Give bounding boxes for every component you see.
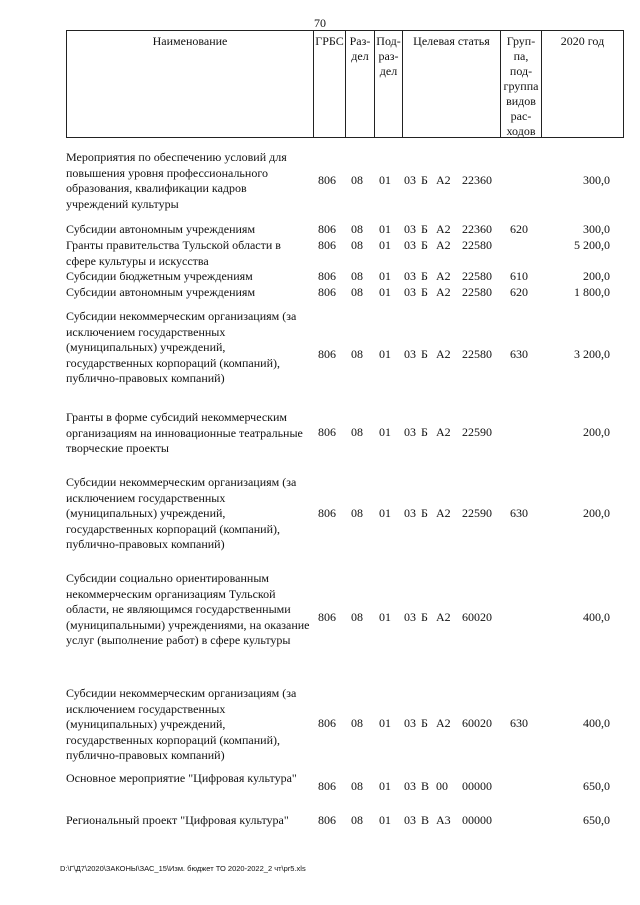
header-razdel-line: дел — [351, 49, 369, 63]
header-group — [500, 31, 541, 137]
row-t2: Б — [421, 716, 428, 730]
row-t3: А2 — [436, 173, 451, 187]
row-name: Гранты правительства Тульской области в сфере культуры и искусства — [66, 238, 281, 268]
row-t4: 22360 — [462, 173, 492, 187]
row-grbs: 806 — [318, 347, 336, 361]
row-podr: 01 — [379, 285, 391, 299]
row-podr: 01 — [379, 222, 391, 236]
header-group-line: па, — [513, 49, 529, 63]
header-name: Наименование — [152, 34, 228, 48]
row-sum: 400,0 — [583, 610, 610, 624]
row-grbs: 806 — [318, 716, 336, 730]
row-razd: 08 — [351, 269, 363, 283]
row-grbs: 806 — [318, 285, 336, 299]
row-name: Субсидии автономным учреждениям — [66, 285, 256, 299]
row-t1: 03 — [404, 506, 416, 520]
row-grbs: 806 — [318, 238, 336, 252]
row-sum: 300,0 — [583, 222, 610, 236]
row-razd: 08 — [351, 716, 363, 730]
row-razd: 08 — [351, 222, 363, 236]
row-t4: 22590 — [462, 506, 492, 520]
header-podrazdel — [374, 31, 402, 137]
header-podrazdel-line: дел — [379, 64, 398, 78]
row-t1: 03 — [404, 222, 416, 236]
row-t4: 22360 — [462, 222, 492, 236]
row-podr: 01 — [379, 425, 391, 439]
row-t3: А3 — [436, 813, 451, 827]
row-podr: 01 — [379, 716, 391, 730]
row-podr: 01 — [379, 238, 391, 252]
row-t2: Б — [421, 347, 428, 361]
row-grp: 620 — [510, 285, 528, 299]
row-podr: 01 — [379, 173, 391, 187]
row-t4: 00000 — [462, 813, 492, 827]
header-podrazdel-line: раз- — [378, 49, 399, 63]
row-sum: 3 200,0 — [574, 347, 610, 361]
row-t2: Б — [421, 425, 428, 439]
row-t3: А2 — [436, 610, 451, 624]
row-name: Субсидии некоммерческим организациям (за исключением государственных (муниципальных) учреждений, государственных корпораций (компаний), публично-правовых компаний) — [66, 309, 297, 385]
header-grbs: ГРБС — [313, 31, 345, 137]
row-grp: 610 — [510, 269, 528, 283]
row-sum: 650,0 — [583, 813, 610, 827]
row-razd: 08 — [351, 610, 363, 624]
row-t3: А2 — [436, 238, 451, 252]
row-podr: 01 — [379, 813, 391, 827]
row-grbs: 806 — [318, 425, 336, 439]
row-t1: 03 — [404, 716, 416, 730]
row-t1: 03 — [404, 610, 416, 624]
row-t3: А2 — [436, 506, 451, 520]
row-t4: 60020 — [462, 716, 492, 730]
row-t1: 03 — [404, 269, 416, 283]
row-podr: 01 — [379, 347, 391, 361]
row-name: Основное мероприятие "Цифровая культура" — [66, 771, 297, 785]
row-t4: 22580 — [462, 347, 492, 361]
row-t3: А2 — [436, 285, 451, 299]
table-header — [66, 30, 624, 138]
row-t1: 03 — [404, 779, 416, 793]
row-t2: В — [421, 779, 430, 793]
row-grbs: 806 — [318, 610, 336, 624]
row-grp: 630 — [510, 506, 528, 520]
file-path-footer: D:\Г\Д7\2020\ЗАКОНЫ\ЗАС_15\Изм. бюджет ТО 2020-2022_2 чт\pr5.xls — [60, 864, 306, 873]
row-grbs: 806 — [318, 779, 336, 793]
row-grbs: 806 — [318, 222, 336, 236]
row-grbs: 806 — [318, 269, 336, 283]
row-t2: Б — [421, 173, 428, 187]
page-number: 70 — [314, 16, 326, 30]
row-razd: 08 — [351, 285, 363, 299]
row-t4: 22590 — [462, 425, 492, 439]
row-t1: 03 — [404, 813, 416, 827]
header-podrazdel-line: Под- — [376, 34, 401, 48]
row-name: Гранты в форме субсидий некоммерческим организациям на инновационные театральные творческие проекты — [66, 410, 303, 455]
row-name: Субсидии социально ориентированным некоммерческим организациям Тульской области, не являющимся государственными (муниципальными) учреждениями, на оказание услуг (выполнение работ) в сфере культуры — [66, 571, 310, 647]
row-podr: 01 — [379, 610, 391, 624]
row-name: Субсидии бюджетным учреждениям — [66, 269, 253, 283]
row-t2: Б — [421, 610, 428, 624]
row-t2: В — [421, 813, 430, 827]
row-razd: 08 — [351, 779, 363, 793]
row-t3: А2 — [436, 425, 451, 439]
row-grp: 630 — [510, 716, 528, 730]
row-t3: А2 — [436, 222, 451, 236]
row-sum: 650,0 — [583, 779, 610, 793]
row-podr: 01 — [379, 269, 391, 283]
header-razdel-line: Раз- — [349, 34, 371, 48]
row-sum: 1 800,0 — [574, 285, 610, 299]
row-t4: 60020 — [462, 610, 492, 624]
row-name: Субсидии автономным учреждениям — [66, 222, 256, 236]
row-name: Субсидии некоммерческим организациям (за исключением государственных (муниципальных) учреждений, государственных корпораций (компаний), публично-правовых компаний) — [66, 475, 297, 551]
row-sum: 400,0 — [583, 716, 610, 730]
row-t3: А2 — [436, 716, 451, 730]
row-sum: 5 200,0 — [574, 238, 610, 252]
row-t3: А2 — [436, 347, 451, 361]
header-group-line: Груп- — [506, 34, 536, 48]
header-group-line: под- — [509, 64, 533, 78]
row-sum: 300,0 — [583, 173, 610, 187]
row-sum: 200,0 — [583, 506, 610, 520]
row-razd: 08 — [351, 813, 363, 827]
row-t2: Б — [421, 285, 428, 299]
row-podr: 01 — [379, 506, 391, 520]
row-grbs: 806 — [318, 813, 336, 827]
header-year: 2020 год — [541, 31, 623, 137]
header-group-line: рас- — [510, 109, 532, 123]
row-name: Субсидии некоммерческим организациям (за исключением государственных (муниципальных) учреждений, государственных корпораций (компаний), публично-правовых компаний) — [66, 686, 297, 762]
row-t1: 03 — [404, 238, 416, 252]
row-t4: 22580 — [462, 285, 492, 299]
row-t4: 22580 — [462, 238, 492, 252]
row-razd: 08 — [351, 506, 363, 520]
row-t1: 03 — [404, 173, 416, 187]
row-t4: 22580 — [462, 269, 492, 283]
row-grp: 630 — [510, 347, 528, 361]
row-t3: 00 — [436, 779, 448, 793]
row-t2: Б — [421, 269, 428, 283]
header-group-line: группа — [503, 79, 539, 93]
row-grbs: 806 — [318, 173, 336, 187]
row-name: Мероприятия по обеспечению условий для повышения уровня профессионального образования, квалификации кадров учреждений культуры — [66, 150, 287, 211]
row-sum: 200,0 — [583, 269, 610, 283]
row-t1: 03 — [404, 285, 416, 299]
header-target: Целевая статья — [402, 31, 500, 137]
row-t1: 03 — [404, 425, 416, 439]
row-podr: 01 — [379, 779, 391, 793]
header-group-line: видов — [506, 94, 536, 108]
row-t2: Б — [421, 506, 428, 520]
header-razdel — [345, 31, 374, 137]
header-group-line: ходов — [506, 124, 536, 138]
row-name: Региональный проект "Цифровая культура" — [66, 813, 289, 827]
row-razd: 08 — [351, 347, 363, 361]
row-sum: 200,0 — [583, 425, 610, 439]
row-t4: 00000 — [462, 779, 492, 793]
row-t2: Б — [421, 238, 428, 252]
row-razd: 08 — [351, 238, 363, 252]
row-razd: 08 — [351, 173, 363, 187]
row-t3: А2 — [436, 269, 451, 283]
row-t1: 03 — [404, 347, 416, 361]
row-razd: 08 — [351, 425, 363, 439]
row-grp: 620 — [510, 222, 528, 236]
row-t2: Б — [421, 222, 428, 236]
row-grbs: 806 — [318, 506, 336, 520]
